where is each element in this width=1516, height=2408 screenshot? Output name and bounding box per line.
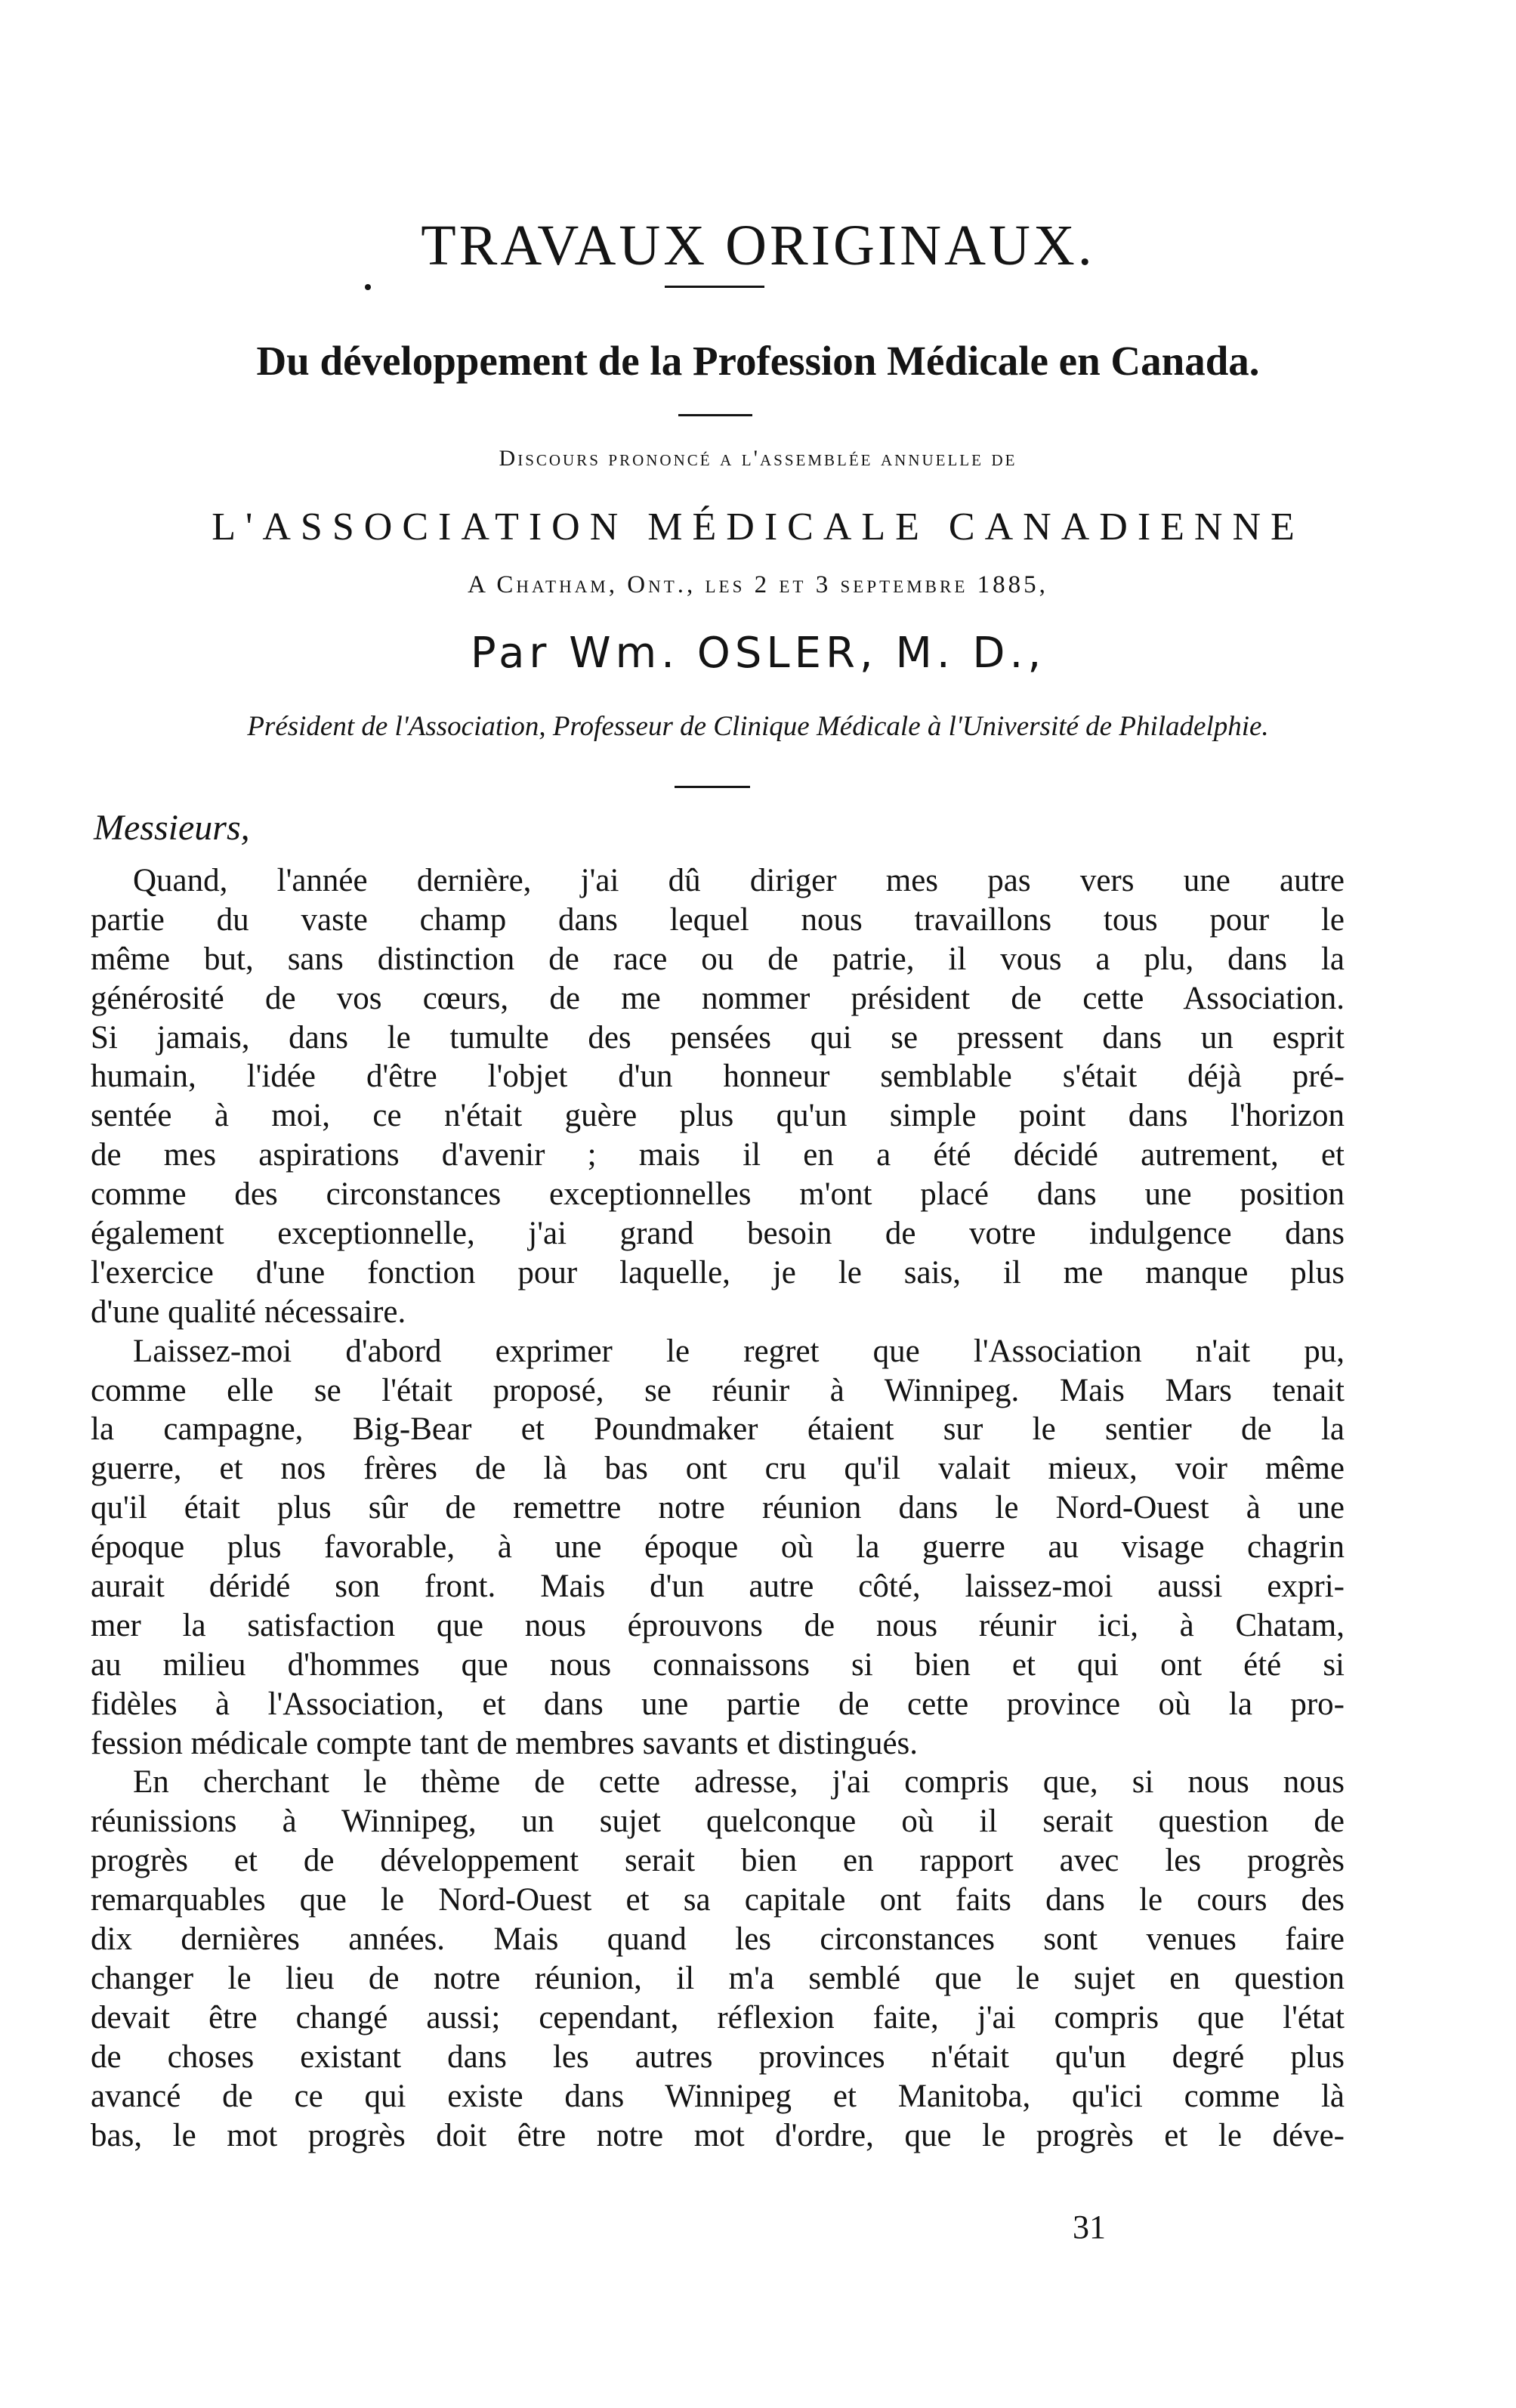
text-line: aurait déridé son front. Mais d'un autre côté, laissez-moi aussi expri- xyxy=(91,1569,1345,1605)
text-line: avancé de ce qui existe dans Winnipeg et Manitoba, qu'ici comme là xyxy=(91,2078,1345,2114)
page-number: 31 xyxy=(1073,2209,1106,2246)
location-date: A Chatham, Ont., les 2 et 3 septembre 1885, xyxy=(468,571,1048,598)
article-subtitle: Du développement de la Profession Médicale en Canada. xyxy=(256,338,1260,384)
paragraph-3 xyxy=(91,1763,1345,2155)
text-line: même but, sans distinction de race ou de patrie, il vous a plu, dans la xyxy=(91,941,1345,977)
text-line: guerre, et nos frères de là bas ont cru qu'il valait mieux, voir même xyxy=(91,1451,1345,1487)
text-line: époque plus favorable, à une époque où la guerre au visage chagrin xyxy=(91,1529,1345,1566)
author-line: Par Wm. OSLER, M. D., xyxy=(470,629,1046,678)
text-line: sentée à moi, ce n'était guère plus qu'un simple point dans l'horizon xyxy=(91,1098,1345,1134)
text-line: la campagne, Big-Bear et Poundmaker étaient sur le sentier de la xyxy=(91,1411,1345,1448)
text-line: mer la satisfaction que nous éprouvons de nous réunir ici, à Chatam, xyxy=(91,1607,1345,1643)
text-line: de mes aspirations d'avenir ; mais il en a été décidé autrement, et xyxy=(91,1137,1345,1173)
body-text xyxy=(91,861,1345,2155)
text-line: également exceptionnelle, j'ai grand besoin de votre indulgence dans xyxy=(91,1216,1345,1252)
text-line: l'exercice d'une fonction pour laquelle, je le sais, il me manque plus xyxy=(91,1254,1345,1291)
page-title: TRAVAUX ORIGINAUX. xyxy=(421,214,1095,277)
text-line: remarquables que le Nord-Ouest et sa capitale ont faits dans le cours des xyxy=(91,1882,1345,1918)
text-line: changer le lieu de notre réunion, il m'a semblé que le sujet en question xyxy=(91,1960,1345,1996)
text-line: comme des circonstances exceptionnelles m'ont placé dans une position xyxy=(91,1176,1345,1213)
paragraph-1 xyxy=(91,861,1345,1332)
header-divider xyxy=(675,786,750,788)
text-line: comme elle se l'était proposé, se réunir à Winnipeg. Mais Mars tenait xyxy=(91,1372,1345,1408)
text-line: réunissions à Winnipeg, un sujet quelconque où il serait question de xyxy=(91,1804,1345,1840)
text-line: bas, le mot progrès doit être notre mot d'ordre, que le progrès et le déve- xyxy=(91,2117,1345,2153)
paragraph-2 xyxy=(91,1332,1345,1763)
text-line: Quand, l'année dernière, j'ai dû diriger mes pas vers une autre xyxy=(133,863,1345,898)
text-line: En cherchant le thème de cette adresse, j'ai compris que, si nous nous xyxy=(133,1764,1345,1801)
subtitle-divider xyxy=(678,414,752,416)
text-line: de choses existant dans les autres provinces n'était qu'un degré plus xyxy=(91,2039,1345,2075)
text-line: humain, l'idée d'être l'objet d'un honneur semblable s'était déjà pré- xyxy=(91,1059,1345,1095)
text-line: partie du vaste champ dans lequel nous travaillons tous pour le xyxy=(91,901,1345,938)
text-line: progrès et de développement serait bien en rapport avec les progrès xyxy=(91,1843,1345,1879)
text-line: qu'il était plus sûr de remettre notre réunion dans le Nord-Ouest à une xyxy=(91,1490,1345,1526)
bullet-mark xyxy=(365,284,371,290)
text-line: devait être changé aussi; cependant, réflexion faite, j'ai compris que l'état xyxy=(91,1999,1345,2036)
salutation: Messieurs, xyxy=(94,808,250,848)
author-title: Président de l'Association, Professeur de Clinique Médicale à l'Université de Philadelphie. xyxy=(247,711,1269,742)
text-line: fidèles à l'Association, et dans une partie de cette province où la pro- xyxy=(91,1686,1345,1722)
text-line: Si jamais, dans le tumulte des pensées qui se pressent dans un esprit xyxy=(91,1019,1345,1056)
title-divider xyxy=(665,286,764,288)
discours-line: Discours prononcé a l'assemblée annuelle de xyxy=(499,446,1017,471)
text-line: fession médicale compte tant de membres savants et distingués. xyxy=(91,1725,919,1761)
text-line: au milieu d'hommes que nous connaissons si bien et qui ont été si xyxy=(91,1646,1345,1683)
text-line: générosité de vos cœurs, de me nommer président de cette Association. xyxy=(91,980,1345,1016)
text-line: Laissez-moi d'abord exprimer le regret que l'Association n'ait pu, xyxy=(133,1333,1345,1369)
text-line: d'une qualité nécessaire. xyxy=(91,1294,406,1330)
association-name: L'ASSOCIATION MÉDICALE CANADIENNE xyxy=(211,505,1305,549)
text-line: dix dernières années. Mais quand les circonstances sont venues faire xyxy=(91,1921,1345,1958)
